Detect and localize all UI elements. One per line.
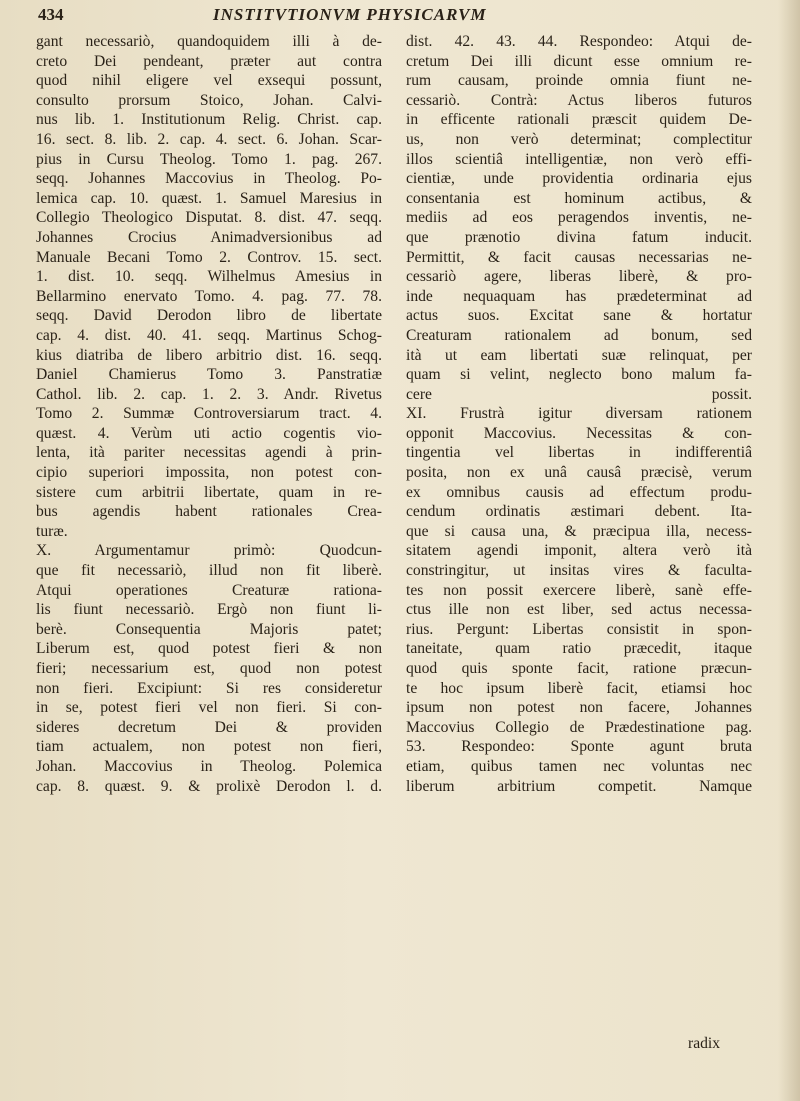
text-line: tes non possit exercere liberè, sanè effe- bbox=[406, 581, 752, 599]
page-header bbox=[38, 4, 778, 26]
text-line: Maccovius Collegio de Prædestinatione pag. bbox=[406, 718, 752, 736]
text-line: quæst. 4. Verùm uti actio cogentis vio- bbox=[36, 424, 382, 442]
text-line: cessariò agere, liberas liberè, & pro- bbox=[406, 268, 752, 286]
text-line: cere possit. bbox=[406, 385, 752, 403]
text-line: 1. dist. 10. seqq. Wilhelmus Amesius in bbox=[36, 268, 382, 286]
text-line: cap. 4. dist. 40. 41. seqq. Martinus Schog- bbox=[36, 326, 382, 344]
text-line: quam si velint, neglecto bono malum fa- bbox=[406, 366, 752, 384]
text-line: taneitate, quam ratio præcedit, itaque bbox=[406, 640, 752, 658]
text-line: sitatem agendi imponit, altera verò ità bbox=[406, 542, 752, 560]
text-line: pius in Cursu Theolog. Tomo 1. pag. 267. bbox=[36, 150, 382, 168]
text-line: ctus ille non est liber, sed actus necessa- bbox=[406, 601, 752, 619]
text-line: XI. Frustrà igitur diversam rationem bbox=[406, 405, 752, 423]
text-line: cendum ordinatis æstimari debent. Ita- bbox=[406, 503, 752, 521]
text-line: Liberum est, quod potest fieri & non bbox=[36, 640, 382, 658]
text-line: turæ. bbox=[36, 522, 68, 540]
text-line: bus agendis habent rationales Crea- bbox=[36, 503, 382, 521]
text-line: ex omnibus causis ad effectum produ- bbox=[406, 483, 752, 501]
text-line: kius diatriba de libero arbitrio dist. 16. seqq. bbox=[36, 346, 382, 364]
text-line: nus lib. 1. Institutionum Relig. Christ. cap. bbox=[36, 111, 382, 129]
text-line: lemica cap. 10. quæst. 1. Samuel Maresius in bbox=[36, 189, 382, 207]
page-gutter-shadow bbox=[778, 0, 800, 1101]
text-line: non fieri. Excipiunt: Si res consideretur bbox=[36, 679, 382, 697]
text-line: sideres decretum Dei & providen bbox=[36, 718, 382, 736]
text-line: berè. Consequentia Majoris patet; bbox=[36, 620, 382, 638]
text-line: inde nequaquam has prædeterminat ad bbox=[406, 287, 752, 305]
text-line: Permittit, & facit causas necessarias ne- bbox=[406, 248, 752, 266]
text-line: seqq. David Derodon libro de libertate bbox=[36, 307, 382, 325]
text-line: quod quis sponte facit, ratione præcun- bbox=[406, 660, 752, 677]
text-line: X. Argumentamur primò: Quodcun- bbox=[36, 542, 382, 560]
text-line: Creaturam rationalem ad bonum, sed bbox=[406, 326, 752, 344]
text-line: Manuale Becani Tomo 2. Controv. 15. sect. bbox=[36, 248, 382, 266]
text-line: us, non verò determinat; complectitur bbox=[406, 130, 752, 148]
text-line: lis fiunt necessariò. Ergò non fiunt li- bbox=[36, 601, 382, 619]
text-line: in efficente rationali præscit quidem De- bbox=[406, 111, 752, 129]
text-line: posita, non ex unâ causâ præcisè, verum bbox=[406, 464, 752, 482]
text-line: cretum Dei illi dicunt esse omnium re- bbox=[406, 52, 752, 70]
text-line: gant necessariò, quandoquidem illi à de- bbox=[36, 33, 382, 50]
text-line: dist. 42. 43. 44. Respondeo: Atqui de- bbox=[406, 33, 752, 50]
text-line: constringitur, ut insitas vires & faculta- bbox=[406, 562, 752, 580]
right-text-column bbox=[406, 32, 752, 796]
text-line: Collegio Theologico Disputat. 8. dist. 47. seqq. bbox=[36, 209, 382, 227]
text-line: Atqui operationes Creaturæ rationa- bbox=[36, 581, 382, 599]
text-line: quod nihil eligere vel exsequi possunt, bbox=[36, 72, 382, 90]
catchword: radix bbox=[688, 1035, 721, 1052]
text-line: actus suos. Excitat sane & hortatur bbox=[406, 307, 752, 325]
text-line: 53. Respondeo: Sponte agunt bruta bbox=[406, 738, 752, 756]
text-line: liberum arbitrium competit. Namque bbox=[406, 777, 752, 795]
text-line: cientiæ, unde providentia ordinaria ejus bbox=[406, 170, 752, 188]
text-line: cessariò. Contrà: Actus liberos futuros bbox=[406, 91, 752, 109]
text-line: Daniel Chamierus Tomo 3. Panstratiæ bbox=[36, 366, 382, 384]
text-line: consulto prorsum Stoico, Johan. Calvi- bbox=[36, 91, 382, 109]
text-line: que prænotio divina fatum inducit. bbox=[406, 228, 752, 246]
text-line: rum causam, proinde omnia fiunt ne- bbox=[406, 72, 752, 90]
text-line: ità ut eam libertati suæ relinquat, per bbox=[406, 346, 752, 364]
text-line: Bellarmino enervato Tomo. 4. pag. 77. 78. bbox=[36, 287, 382, 305]
text-line: te hoc ipsum liberè facit, etiamsi hoc bbox=[406, 679, 752, 697]
text-line: consentania est hominum actibus, & bbox=[406, 189, 752, 207]
text-line: Cathol. lib. 2. cap. 1. 2. 3. Andr. Rivetus bbox=[36, 385, 382, 403]
text-line: Johan. Maccovius in Theolog. Polemica bbox=[36, 757, 382, 775]
text-line: seqq. Johannes Maccovius in Theolog. Po- bbox=[36, 170, 382, 188]
text-line: fieri; necessarium est, quod non potest bbox=[36, 660, 382, 677]
text-line: mediis ad eos peragendos inventis, ne- bbox=[406, 209, 752, 227]
text-line: sistere cum arbitrii libertate, quam in re- bbox=[36, 483, 382, 501]
text-line: 16. sect. 8. lib. 2. cap. 4. sect. 6. Johan. Scar- bbox=[36, 130, 382, 148]
text-line: que fit necessariò, illud non fit liberè. bbox=[36, 562, 382, 580]
text-line: que si causa una, & præcipua illa, necess- bbox=[406, 522, 752, 540]
left-text-column bbox=[36, 32, 382, 796]
text-line: opponit Maccovius. Necessitas & con- bbox=[406, 424, 752, 442]
text-line: rius. Pergunt: Libertas consistit in spon- bbox=[406, 620, 752, 638]
page-number: 434 bbox=[38, 5, 64, 24]
text-line: Tomo 2. Summæ Controversiarum tract. 4. bbox=[36, 405, 382, 423]
text-line: Johannes Crocius Animadversionibus ad bbox=[36, 228, 382, 246]
running-title: INSTITVTIONVM PHYSICARVM bbox=[213, 5, 487, 24]
text-line: in se, potest fieri vel non fieri. Si con- bbox=[36, 699, 382, 717]
text-line: illos scientiâ intelligentiæ, non verò effi- bbox=[406, 150, 752, 168]
text-line: tingentia vel libertas in indifferentiâ bbox=[406, 444, 752, 462]
text-line: creto Dei pendeant, præter aut contra bbox=[36, 52, 382, 70]
text-line: lenta, ità pariter necessitas agendi à prin- bbox=[36, 444, 382, 462]
text-line: tiam actualem, non potest non fieri, bbox=[36, 738, 382, 756]
text-line: etiam, quibus tamen nec voluntas nec bbox=[406, 757, 752, 775]
text-line: cipio superiori impossita, non potest con- bbox=[36, 464, 382, 482]
text-line: cap. 8. quæst. 9. & prolixè Derodon l. d. bbox=[36, 777, 382, 795]
text-line: ipsum non potest non facere, Johannes bbox=[406, 699, 752, 717]
